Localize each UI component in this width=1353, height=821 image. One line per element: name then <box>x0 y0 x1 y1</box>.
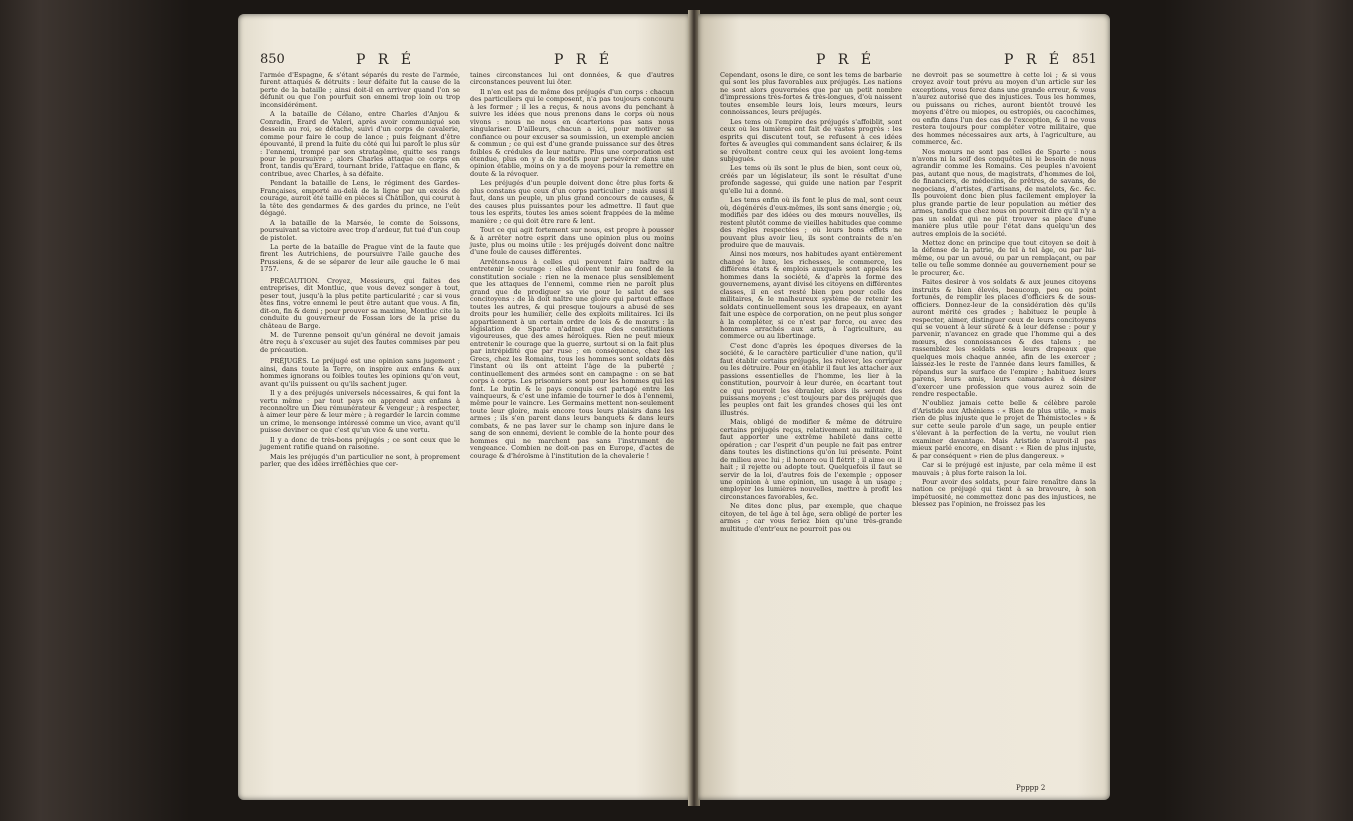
paragraph: Cependant, osons le dire, ce sont les tems de barbarie qui sont les plus favorables aux préjugés. Les nations ne sont alors gouvernées que par un petit nombre d'impressions très-fortes & très-longues, d'où naissent toutes ensemble leurs lois, leurs mœurs, leurs connoissances, leurs préjugés. <box>720 71 902 117</box>
text-column <box>470 72 674 462</box>
paragraph: Car si le préjugé est injuste, par cela même il est mauvais ; à plus forte raison la loi. <box>912 461 1096 477</box>
paragraph: Faites desirer à vos soldats & aux jeunes citoyens instruits & bien élevés, beaucoup, peu ou point fortunés, de remplir les places d'officiers & de sous-officiers. Donnez-leur de la considération dès qu'ils auront mérité ces grades ; habituez le peuple à respecter, aimer, distinguer ceux de leurs concitoyens qui se vouent à leur sûreté & à leur défense : pour y parvenir, n'avancez en grade que l'homme qui a des mœurs, des connoissances & des talens ; ne rassemblez les soldats sous leurs drapeaux que quelques mois chaque année, afin de les exercer ; laissez-les le reste de l'année dans leurs familles, & répandus sur la surface de l'empire ; habituez leurs parens, leurs amis, leurs camarades à désirer d'exercer une profession que vous aurez soin de rendre respectable. <box>912 278 1096 399</box>
text-column <box>912 72 1096 511</box>
paragraph: A la bataille de la Marsée, le comte de Soissons, poursuivant sa victoire avec trop d'ardeur, fut tué d'un coup de pistolet. <box>260 218 460 242</box>
right-page <box>698 14 1110 800</box>
paragraph: Nos mœurs ne sont pas celles de Sparte : nous n'avons ni la soif des conquêtes ni le besoin de nous agrandir comme les Romains. Ces peuples n'avoient pas, autant que nous, de magistrats, d'hommes de loi, de financiers, de médecins, de prêtres, de savans, de negocians, d'artistes, d'artisans, de matelots, &c. &c. Ils pouvoient donc bien plus facilement employer la plus grande partie de leur population au métier des armes, tandis que chez nous on pourroit dire qu'il n'y a pas un soldat qui ne pût trouver sa place d'une manière plus utile pour l'état dans quelqu'un des autres emplois de la société. <box>912 147 1096 238</box>
paragraph: Les tems où ils sont le plus de bien, sont ceux où, créés par un législateur, ils sont le résultat d'une profonde sagesse, qui guide une nation par l'esprit qu'elle lui a donné. <box>720 164 902 195</box>
page-number: 851 <box>1072 52 1097 67</box>
left-page <box>238 14 690 800</box>
signature-mark: Ppppp 2 <box>1016 784 1046 792</box>
paragraph: ne devroit pas se soumettre à cette loi ; & si vous croyez avoir tout prévu au moyen d'un article sur les exceptions, vous ferez dans une grande erreur, & vous n'aurez autorisé que des injustices. Tous les hommes, ou puissans ou riches, auront bientôt trouvé les moyens d'être ou miopes, ou estropiés, ou cacochimes, ou enfin dans l'un des cas de l'exception, & il ne vous restera toujours pour compléter votre militaire, que des hommes nécessaires aux arts, à l'agriculture, au commerce, &c. <box>912 71 1096 147</box>
paragraph: Tout ce qui agit fortement sur nous, est propre à pousser & à arrêter notre esprit dans une opinion plus ou moins juste, plus ou moins utile : les préjugés doivent donc naître d'une foule de causes différentes. <box>470 226 674 257</box>
paragraph: Les tems enfin où ils font le plus de mal, sont ceux où, dégénérés d'eux-mêmes, ils sont sans énergie ; où, modifiés par des idées ou des mœurs nouvelles, ils restent plutôt comme de vieilles habitudes que comme des règles respectées ; où leurs bons effets ne pouvant plus avoir lieu, ils sont contraints de n'en produire que de mauvais. <box>720 196 902 249</box>
paragraph: Il y a donc de très-bons préjugés ; ce sont ceux que le jugement ratifie quand on raisonne. <box>260 435 460 452</box>
paragraph: Pendant la bataille de Lens, le régiment des Gardes-Françaises, emporté au-delà de la ligne par un excès de courage, auroit été taillé en pièces si Châtillon, qui courut à la tête des gendarmes & des gardes du prince, ne l'eût dégagé. <box>260 179 460 218</box>
paragraph: Mais les préjugés d'un particulier ne sont, à proprement parler, que des idées irréfléchies que cer- <box>260 452 460 469</box>
text-column <box>260 72 460 471</box>
paragraph: M. de Turenne pensoit qu'un général ne devoit jamais être reçu à s'excuser au sujet des fautes commises par peu de précaution. <box>260 330 460 354</box>
paragraph: Pour avoir des soldats, pour faire renaître dans la nation ce préjugé qui tient à sa bravoure, à son impétuosité, ne commettez donc pas des injustices, ne blessez pas l'opinion, ne froissez pas les <box>912 478 1096 509</box>
paragraph: Ainsi nos mœurs, nos habitudes ayant entièrement changé le luxe, les richesses, le commerce, les différens états & emplois auxquels sont appelés les hommes dans la société, & d'après la forme des gouvernemens, ayant divisé les citoyens en différentes classes, il en est resté bien peu pour celle des militaires, & le malheureux système de retenir les soldats continuellement sous les drapeaux, en ayant fait une espèce de corporation, on ne peut plus songer à la compléter, si ce n'est par force, ou avec des hommes arrachés aux arts, à l'agriculture, au commerce ou au libertinage. <box>720 250 902 341</box>
text-column <box>720 72 902 535</box>
paragraph: Mais, obligé de modifier & même de détruire certains préjugés reçus, relativement au militaire, il faut apporter une extrême habileté dans cette opération ; car l'esprit d'un peuple ne fait pas entrer dans toutes les distinctions qu'on lui présente. Point de milieu avec lui ; il honore ou il flétrit ; il aime ou il hait ; il rejette ou adopte tout. Quelquefois il faut se servir de la loi, d'autres fois de l'exemple ; opposer une opinion à une opinion, un usage à un usage ; employer les lumières nouvelles, mettre à profit les circonstances favorables, &c. <box>720 418 902 501</box>
paragraph: Il y a des préjugés universels nécessaires, & qui font la vertu même : par tout pays on apprend aux enfans à reconnoître un Dieu rémunérateur & vengeur ; à respecter, à aimer leur père & leur mère ; à regarder le larcin comme un crime, le mensonge intéressé comme un vice, avant qu'il puisse deviner ce que c'est qu'un vice & une vertu. <box>260 389 460 435</box>
running-head: P R É <box>554 52 614 68</box>
paragraph: PRÉCAUTION. Croyez, Messieurs, qui faites des entreprises, dit Montluc, que vous devez songer à tout, peser tout, jusqu'à la plus petite particularité ; car si vous êtes fins, votre ennemi le peut être autant que vous. A fin, dit-on, fin & demi ; pour prouver sa maxime, Montluc cite la conduite du gouverneur de Fossan lors de la prise du château de Barge. <box>260 276 460 330</box>
paragraph: Les préjugés d'un peuple doivent donc être plus forts & plus constans que ceux d'un corps particulier ; mais aussi il faut, dans un peuple, un plus grand concours de causes, & des causes plus puissantes pour les admettre. Il faut que tous les esprits, toutes les ames soient frappées de la même manière ; ce qui doit être rare & lent. <box>470 179 674 225</box>
running-head: P R É <box>356 52 416 68</box>
paragraph: Ne dites donc plus, par exemple, que chaque citoyen, de tel âge à tel âge, sera obligé de porter les armes ; car vous feriez bien qu'une très-grande multitude d'entr'eux ne pourroit pas ou <box>720 502 902 533</box>
running-head: P R É <box>1004 52 1064 68</box>
paragraph: N'oubliez jamais cette belle & célèbre parole d'Aristide aux Athéniens : « Rien de plus utile, » mais rien de plus injuste que le projet de Thémistocles » & sur cette seule parole d'un sage, un peuple entier s'élevant à la perfection de la vertu, ne voulut rien examiner davantage. Mais Aristide n'auroit-il pas mieux parlé encore, en disant : « Rien de plus injuste, & par conséquent » rien de plus dangereux. » <box>912 399 1096 460</box>
paragraph: La perte de la bataille de Prague vint de la faute que firent les Autrichiens, de poursuivre l'aile gauche des Prussiens, & de se séparer de leur aile gauche le 6 mai 1757. <box>260 242 460 274</box>
page-number: 850 <box>260 52 285 67</box>
paragraph: Arrêtons-nous à celles qui peuvent faire naître ou entretenir le courage : elles doivent tenir au fond de la constitution sociale : rien ne la menace plus sensiblement que les attaques de l'ennemi, comme rien ne paroît plus grand que de prodiguer sa vie pour le salut de ses concitoyens : de là doit naître une gloire qui partout efface toutes les autres, & qui presque toujours a abusé de ses droits pour les humilier, celle des exploits militaires. Ici ils appartiennent à un certain ordre de lois & de mœurs : la législation de Sparte n'admet que des constitutions vigoureuses, que des ames héroïques. Rien ne peut mieux entretenir le courage que la guerre, surtout si on la fait plus par intrépidité que par ruse ; en conséquence, chez les Grecs, chez les Romains, tous les hommes sont soldats dès l'instant où ils ont atteint l'âge de la puberté ; continuellement des armées sont en campagne : on se bat corps à corps. Les prisonniers sont pour les hommes qui les font. Le butin & le pays conquis est partagé entre les vainqueurs, & c'est une infamie de tourner le dos à l'ennemi, même pour le vaincre. Les Germains mettent non-seulement toute leur gloire, mais encore tous leurs plaisirs dans les armes ; ils s'en parent dans leurs banquets & dans leurs combats, & ne pas laver sur le champ son injure dans le sang de son ennemi, devient le comble de la honte pour des hommes qui ne marchent pas sans l'instrument de vengeance. Combien ne doit-on pas en Europe, d'actes de courage & d'héroïsme à l'institution de la chevalerie ! <box>470 257 674 460</box>
paragraph: Il n'en est pas de même des préjugés d'un corps : chacun des particuliers qui le composent, n'a pas toujours concouru à les former ; il les a reçus, & nous avons du penchant à suivre les idées que nous prenons dans le corps où nous vivons : nous ne nous en écarterions pas sans nous singulariser. D'ailleurs, chacun a ici, pour motiver sa confiance ou pour excuser sa soumission, un exemple ancien & commun ; ce qui est d'une grande puissance sur des êtres foibles & crédules de leur nature. Plus une corporation est étendue, plus on y a de motifs pour persévérer dans une opinion établie, moins on y a de moyens pour la remettre en doute & la révoquer. <box>470 87 674 178</box>
paragraph: taines circonstances lui ont données, & que d'autres circonstances peuvent lui ôter. <box>470 71 674 87</box>
paragraph: l'armée d'Espagne, & s'étant séparés du reste de l'armée, furent attaqués & détruits : leur défaite fut la cause de la perte de la bataille ; ainsi doit-il en arriver quand l'on se défunit ou que l'on pourfuit son ennemi trop loin ou trop inconsidérément. <box>260 71 460 109</box>
paragraph: Mettez donc en principe que tout citoyen se doit à la défense de la patrie, de tel à tel âge, ou par lui-même, ou par un avoué, ou par un remplaçant, ou par telle ou telle somme donnée au gouvernement pour se le procurer, &c. <box>912 238 1096 277</box>
paragraph: PRÉJUGÉS. Le préjugé est une opinion sans jugement ; ainsi, dans toute la Terre, on inspire aux enfans & aux hommes ignorans ou foibles toutes les opinions qu'on veut, avant qu'ils puissent ou qu'ils sachent juger. <box>260 357 460 388</box>
paragraph: A la bataille de Célano, entre Charles d'Anjou & Conradin, Erard de Valeri, après avoir communiqué son dessein au roi, se détache, suivi d'un corps de cavalerie, comme pour faire le coup de lance ; puis feignant d'être épouvanté, il prend la fuite du côté qui lui paroît le plus sûr : l'ennemi, trompé par son stratagême, quitte ses rangs pour le poursuivre ; alors Charles attaque ce corps en front, tandis qu'Erard, tournant bride, l'attaque en flanc, & contribue, avec Charles, à sa défaite. <box>260 110 460 178</box>
paragraph: C'est donc d'après les époques diverses de la société, & le caractère particulier d'une nation, qu'il faut établir certains préjugés, les relever, les corriger ou les détruire. Pour en établir il faut les attacher aux passions essentielles de l'homme, les lier à la constitution, pourvoir à leur durée, en écartant tout ce qui pourroit les ébranler, alors ils seront des puissans moyens ; c'est toujours par des préjugés que les peuples ont fait les grandes choses qui les ont illustrés. <box>720 341 902 417</box>
running-head: P R É <box>816 52 876 68</box>
paragraph: Les tems où l'empire des préjugés s'affoiblit, sont ceux où les lumières ont fait de vastes progrès : les esprits qui discutent tout, se refusent à ces idées fortes & aveugles qui commandent sans éclairer, & ils se révoltent contre ceux qui les avoient long-tems subjugués. <box>720 117 902 163</box>
